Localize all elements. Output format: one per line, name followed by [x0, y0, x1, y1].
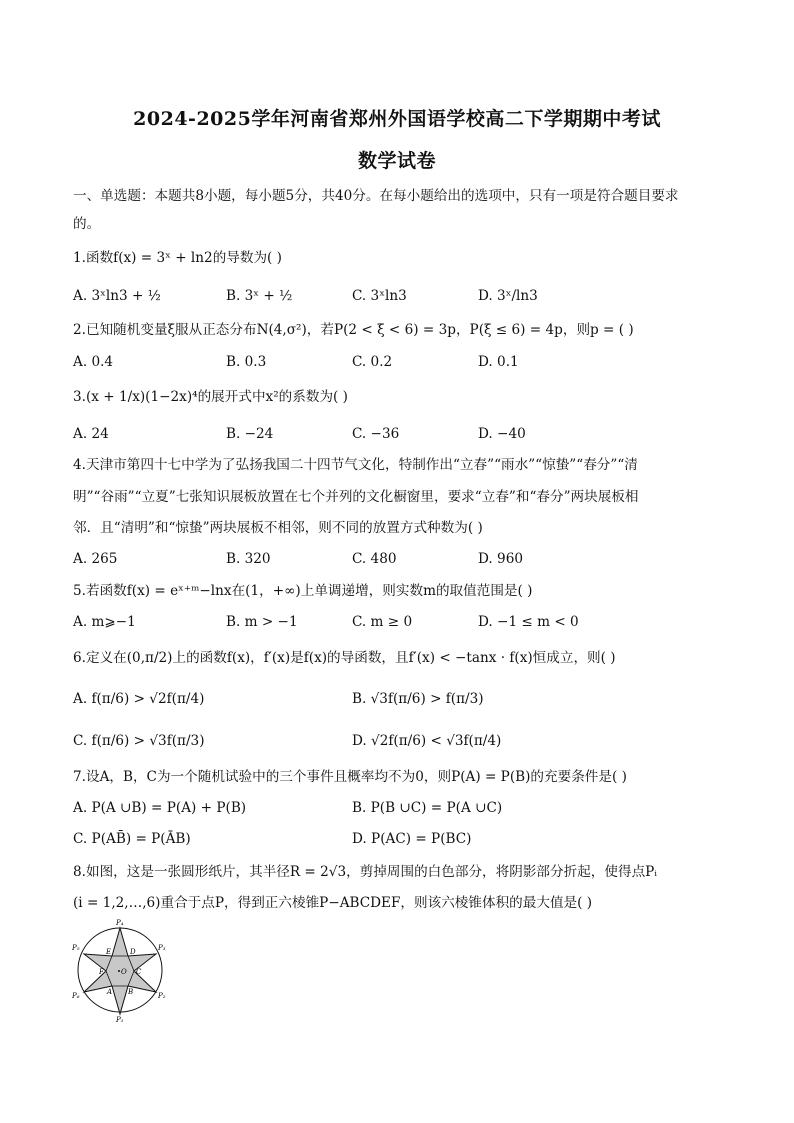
q1-option-c: C. 3ˣln3 [352, 288, 407, 304]
section-instructions-line1: 一、单选题：本题共8小题，每小题5分，共40分。在每小题给出的选项中，只有一项是符合题目要求 [73, 188, 679, 204]
q5-option-d: D. −1 ≤ m < 0 [478, 614, 579, 630]
label-p3: P₃ [158, 944, 166, 952]
q1-option-b: B. 3ˣ + ½ [226, 288, 293, 304]
label-b: B [128, 988, 134, 996]
q4-option-d: D. 960 [478, 551, 524, 567]
q5-option-a: A. m⩾−1 [73, 614, 136, 630]
q7-option-b: B. P(B ∪C) = P(A ∪C) [352, 800, 503, 816]
label-f: F [99, 968, 104, 976]
q4-stem-line1: 4.天津市第四十七中学为了弘扬我国二十四节气文化，特制作出“立春”“雨水”“惊蛰”“春分”“清 [73, 457, 638, 473]
q2-option-d: D. 0.1 [478, 354, 519, 370]
q1-option-a: A. 3ˣln3 + ½ [73, 288, 161, 304]
q7-option-c: C. P(AB̄) = P(ĀB) [73, 831, 191, 847]
label-e: E [106, 948, 112, 956]
q3-option-b: B. −24 [226, 426, 274, 442]
q4-option-b: B. 320 [226, 551, 271, 567]
q5-stem: 5.若函数f(x) = eˣ⁺ᵐ−lnx在(1，+∞)上单调递增，则实数m的取值范围是( ) [73, 583, 533, 599]
q4-stem-line3: 邻．且“清明”和“惊蛰”两块展板不相邻，则不同的放置方式种数为( ) [73, 520, 483, 536]
exam-subtitle: 数学试卷 [357, 150, 436, 172]
q2-stem: 2.已知随机变量ξ服从正态分布N(4,σ²)，若P(2 < ξ < 6) = 3p，P(ξ ≤ 6) = 4p，则p = ( ) [73, 322, 634, 338]
q2-option-c: C. 0.2 [352, 354, 393, 370]
q7-option-a: A. P(A ∪B) = P(A) + P(B) [73, 800, 247, 816]
label-p2: P₂ [158, 992, 166, 1000]
q8-figure-star-hexagon [70, 914, 170, 1022]
q6-option-b: B. √3f(π/6) > f(π/3) [352, 691, 484, 707]
q3-stem: 3.(x + 1/x)(1−2x)⁴的展开式中x²的系数为( ) [73, 389, 348, 405]
q1-stem: 1.函数f(x) = 3ˣ + ln2的导数为( ) [73, 250, 282, 266]
section-instructions-line2: 的。 [73, 216, 101, 232]
q3-option-c: C. −36 [352, 426, 400, 442]
q8-stem-line1: 8.如图，这是一张圆形纸片，其半径R = 2√3，剪掉周围的白色部分，将阴影部分折起，使得点Pᵢ [73, 864, 658, 880]
q1-option-d: D. 3ˣ/ln3 [478, 288, 538, 304]
q8-stem-line2: (i = 1,2,…,6)重合于点P，得到正六棱锥P−ABCDEF，则该六棱锥体积的最大值是( ) [73, 895, 593, 911]
q3-option-a: A. 24 [73, 426, 109, 442]
q5-option-b: B. m > −1 [226, 614, 298, 630]
q7-option-d: D. P(AC) = P(BC) [352, 831, 472, 847]
figure-center-dot [118, 970, 120, 972]
q6-option-a: A. f(π/6) > √2f(π/4) [73, 691, 205, 707]
q5-option-c: C. m ≥ 0 [352, 614, 413, 630]
label-o: O [121, 968, 127, 976]
q2-option-a: A. 0.4 [73, 354, 114, 370]
q6-option-c: C. f(π/6) > √3f(π/3) [73, 733, 205, 749]
label-p5: P₅ [72, 944, 80, 952]
q7-stem: 7.设A，B，C为一个随机试验中的三个事件且概率均不为0，则P(A) = P(B)的充要条件是( ) [73, 769, 627, 785]
label-p4: P₄ [116, 919, 124, 927]
q4-stem-line2: 明”“谷雨”“立夏”七张知识展板放置在七个并列的文化橱窗里，要求“立春”和“春分”两块展板相 [73, 489, 639, 505]
q4-option-c: C. 480 [352, 551, 397, 567]
q6-stem: 6.定义在(0,π/2)上的函数f(x)，f′(x)是f(x)的导函数，且f′(x) < −tanx · f(x)恒成立，则( ) [73, 650, 616, 666]
q6-option-d: D. √2f(π/6) < √3f(π/4) [352, 733, 502, 749]
label-a: A [107, 988, 113, 996]
label-c: C [136, 968, 142, 976]
label-p1: P₁ [116, 1016, 124, 1022]
exam-title: 2024-2025学年河南省郑州外国语学校高二下学期期中考试 [133, 108, 661, 130]
q3-option-d: D. −40 [478, 426, 526, 442]
label-p6: P₆ [72, 992, 80, 1000]
q4-option-a: A. 265 [73, 551, 118, 567]
label-d: D [130, 948, 136, 956]
q2-option-b: B. 0.3 [226, 354, 267, 370]
